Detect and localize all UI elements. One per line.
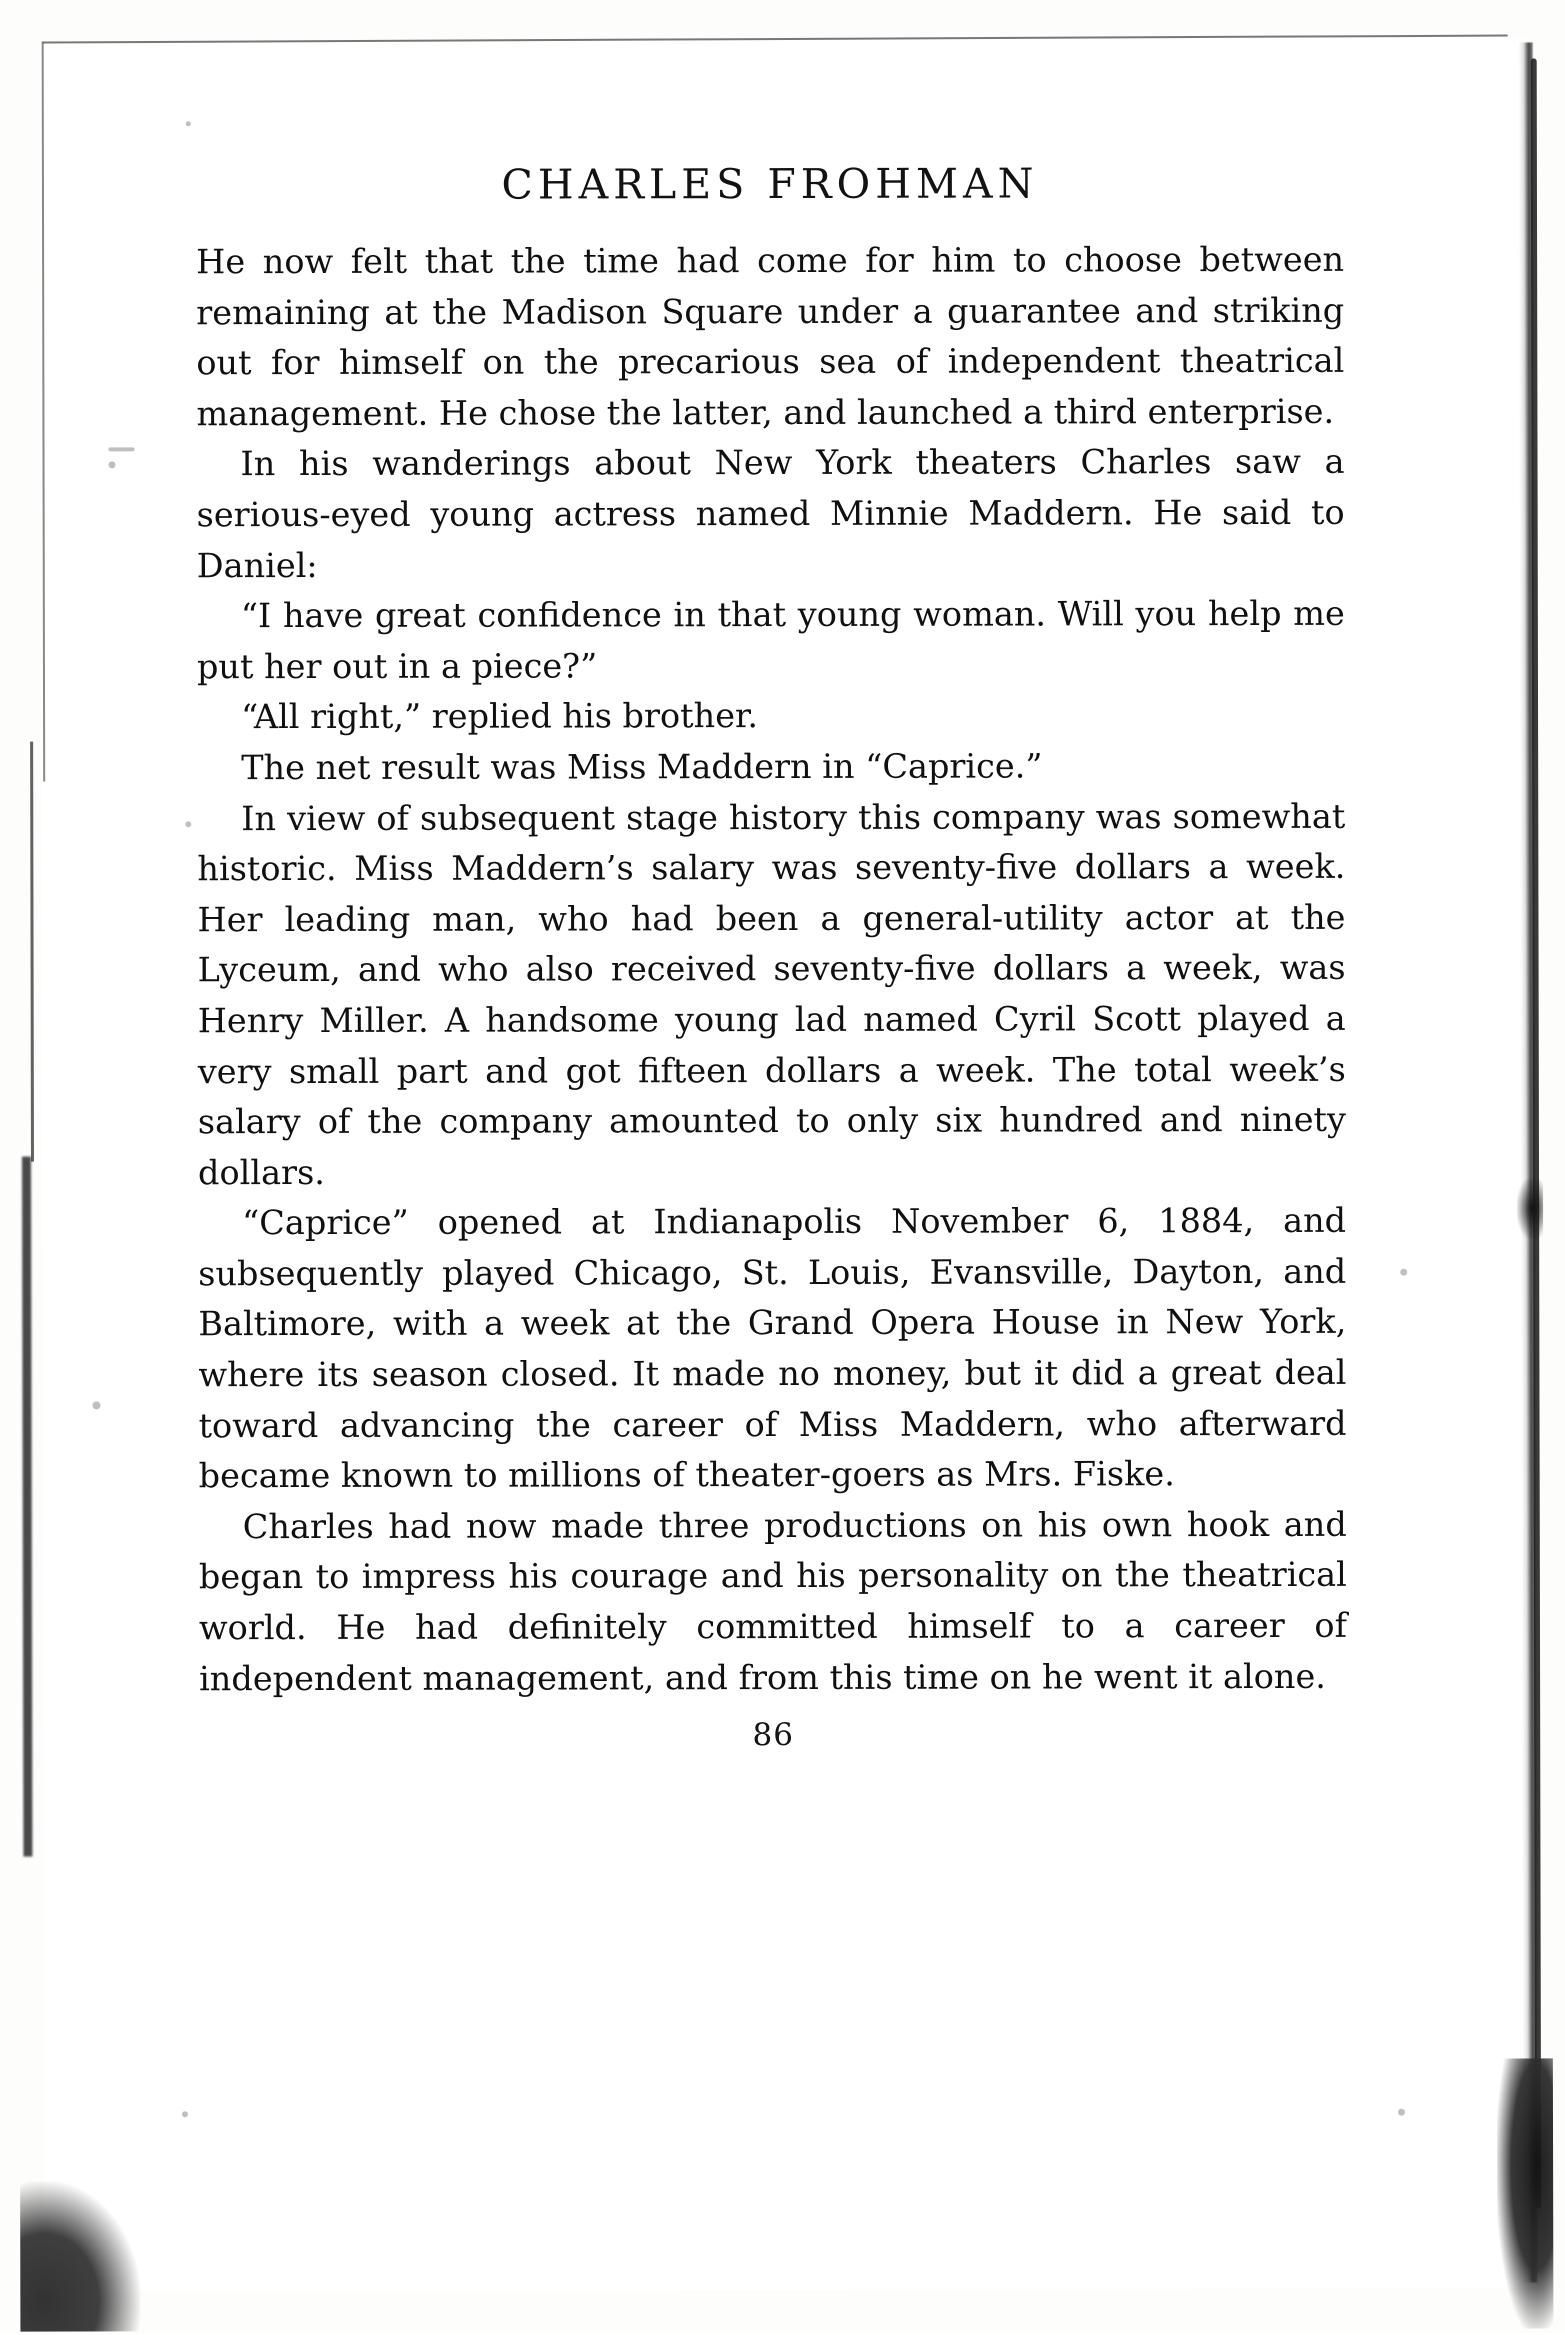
scan-speck — [185, 821, 191, 827]
paragraph: “I have great confidence in that young woman. Will you help me put her out in a piece?” — [196, 593, 1345, 686]
scan-edge-bottom-left-shadow — [20, 2181, 140, 2331]
paragraph: In his wanderings about New York theaters Charles saw a serious-eyed young actress named Minnie Maddern. He said to Daniel: — [196, 442, 1345, 585]
scan-speck — [182, 2111, 188, 2117]
body-text — [196, 235, 1347, 1705]
paragraph: He now felt that the time had come for him to choose between remaining at the Madison Square under a guarantee and striking out for himself on the precarious sea of independent theatrical management. He chose the latter, and launched a third enterprise. — [196, 239, 1345, 434]
scan-speck — [109, 461, 116, 468]
scan-speck — [1400, 1269, 1407, 1276]
paragraph: “Caprice” opened at Indianapolis November 6, 1884, and subsequently played Chicago, St. Louis, Evansville, Dayton, and Baltimore, with a week at the Grand Opera House in New York, where its season closed. It made no money, but it did a great deal toward advancing the career of Miss Maddern, who afterward became known to millions of theater-goers as Mrs. Fiske. — [198, 1201, 1347, 1496]
paragraph: “All right,” replied his brother. — [241, 696, 759, 737]
scan-edge-right-mid-shadow — [1517, 1178, 1543, 1238]
page-content — [196, 159, 1347, 1755]
scan-edge-left-middle — [30, 742, 34, 1162]
paragraph: In view of subsequent stage history this company was somewhat historic. Miss Maddern’s salary was seventy-five dollars a week. Her leading man, who had been a general-utility actor at the Lyceum, and who also received seventy-five dollars a week, was Henry Miller. A handsome young lad named Cyril Scott played a very small part and got fifteen dollars a week. The total week’s salary of the company amounted to only six hundred and ninety dollars. — [197, 796, 1346, 1192]
page-number: 86 — [752, 1717, 794, 1754]
running-head: CHARLES FROHMAN — [501, 159, 1039, 209]
scan-speck — [186, 121, 191, 126]
scan-edge-right-lower-shadow — [1497, 2058, 1554, 2328]
paragraph: The net result was Miss Maddern in “Caprice.” — [241, 746, 1043, 788]
scan-speck — [92, 1401, 100, 1409]
scan-edge-left-lower — [22, 1157, 32, 1857]
scan-speck — [1398, 2109, 1405, 2116]
scan-mark-dash — [108, 447, 134, 451]
paragraph: Charles had now made three productions on his own hook and began to impress his courage and his personality on the theatrical world. He had definitely committed himself to a career of independent management, and from this time on he went it alone. — [198, 1504, 1348, 1698]
